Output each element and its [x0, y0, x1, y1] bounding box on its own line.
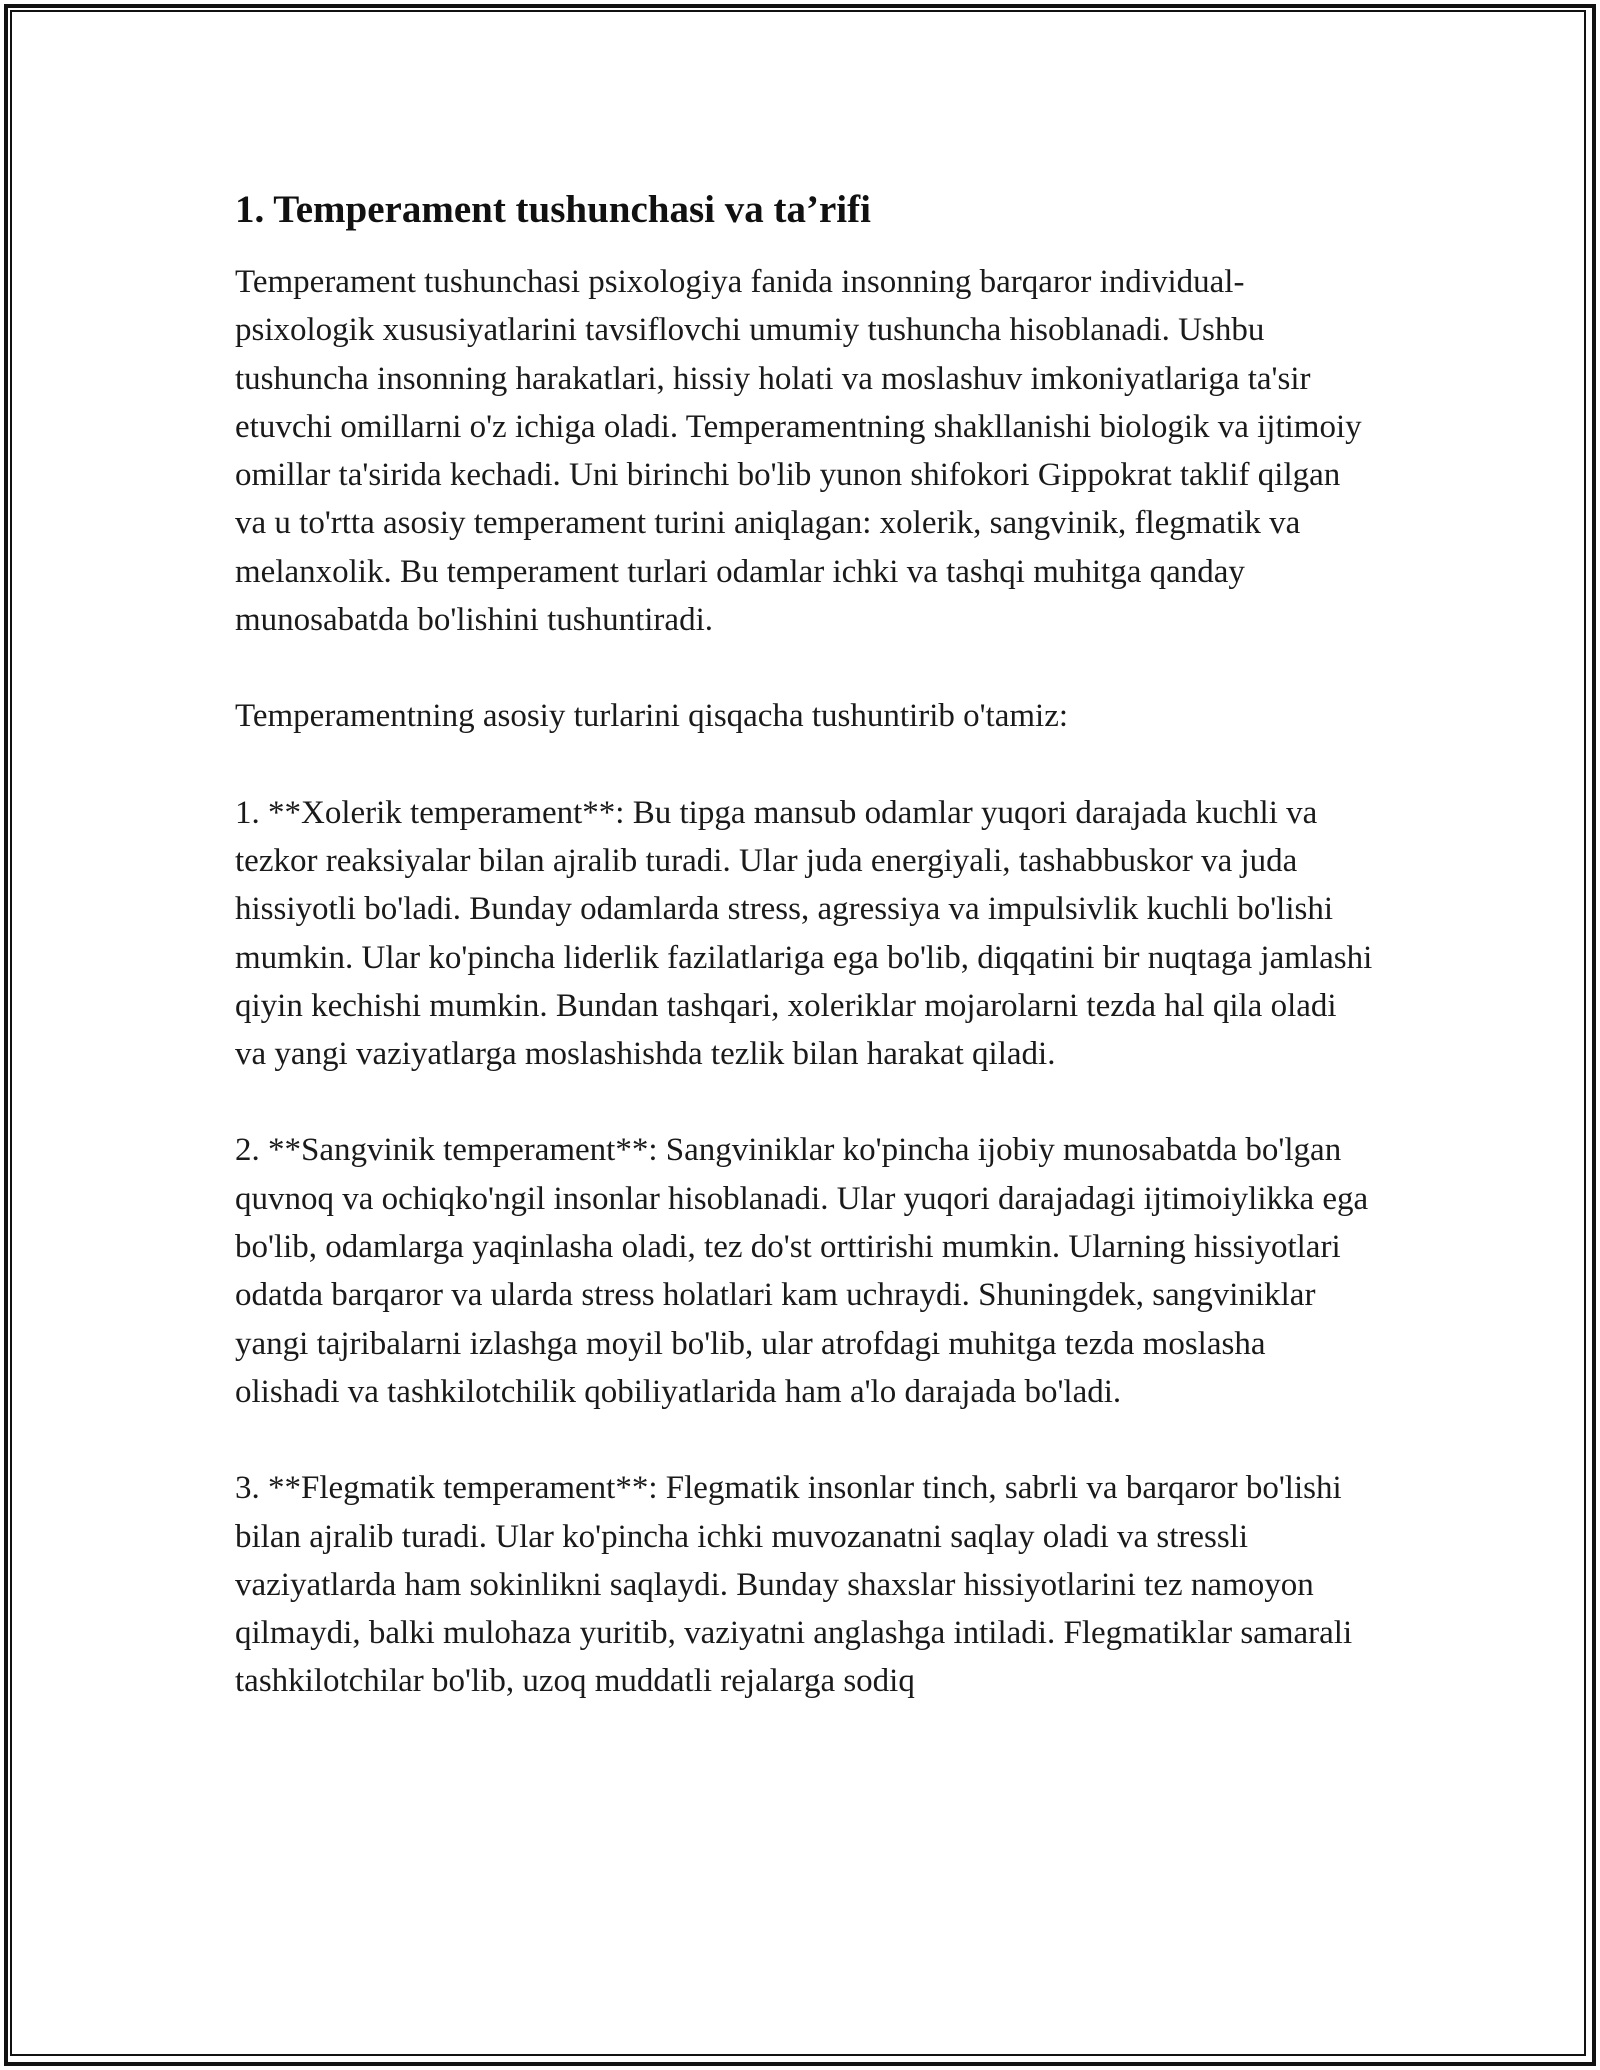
types-intro-paragraph: Temperamentning asosiy turlarini qisqacha tushuntirib o'tamiz: [235, 698, 1069, 735]
choleric-paragraph: 1. **Xolerik temperament**: Bu tipga mansub odamlar yuqori darajada kuchli va tezkor reaksiyalar bilan ajralib turadi. Ular juda energiyali, tashabbuskor va juda hissiyotli bo'ladi. Bunday odamlarda stress, agressiya va impulsivlik kuchli bo'lishi mumkin. Ular ko'pincha liderlik fazilatlariga ega bo'lib, diqqatini bir nuqtaga jamlashi qiyin kechishi mumkin. Bundan tashqari, xoleriklar mojarolarni tezda hal qila oladi va yangi vaziyatlarga moslashishda tezlik bilan harakat qiladi. [235, 794, 1373, 1073]
phlegmatic-paragraph: 3. **Flegmatik temperament**: Flegmatik insonlar tinch, sabrli va barqaror bo'lishi bilan ajralib turadi. Ular ko'pincha ichki muvozanatni saqlay oladi va stressli vaziyatlarda ham sokinlikni saqlaydi. Bunday shaxslar hissiyotlarini tez namoyon qilmaydi, balki mulohaza yuritib, vaziyatni anglashga intiladi. Flegmatiklar samarali tashkilotchilar bo'lib, uzoq muddatli rejalarga sodiq [235, 1470, 1353, 1700]
intro-paragraph: Temperament tushunchasi psixologiya fanida insonning barqaror individual-psixologik xususiyatlarini tavsiflovchi umumiy tushuncha hisoblanadi. Ushbu tushuncha insonning harakatlari, hissiy holati va moslashuv imkoniyatlariga ta'sir etuvchi omillarni o'z ichiga oladi. Temperamentning shakllanishi biologik va ijtimoiy omillar ta'sirida kechadi. Uni birinchi bo'lib yunon shifokori Gippokrat taklif qilgan va u to'rtta asosiy temperament turini aniqlagan: xolerik, sangvinik, flegmatik va melanxolik. Bu temperament turlari odamlar ichki va tashqi muhitga qanday munosabatda bo'lishini tushuntiradi. [235, 264, 1362, 639]
document-body [235, 186, 1375, 1706]
sanguine-paragraph: 2. **Sangvinik temperament**: Sangviniklar ko'pincha ijobiy munosabatda bo'lgan quvnoq va ochiqko'ngil insonlar hisoblanadi. Ular yuqori darajadagi ijtimoiylikka ega bo'lib, odamlarga yaqinlasha oladi, tez do'st orttirishi mumkin. Ularning hissiyotlari odatda barqaror va ularda stress holatlari kam uchraydi. Shuningdek, sangviniklar yangi tajribalarni izlashga moyil bo'lib, ular atrofdagi muhitga tezda moslasha olishadi va tashkilotchilik qobiliyatlarida ham a'lo darajada bo'ladi. [235, 1132, 1369, 1410]
section-title: 1. Temperament tushunchasi va ta’rifi [235, 188, 871, 231]
